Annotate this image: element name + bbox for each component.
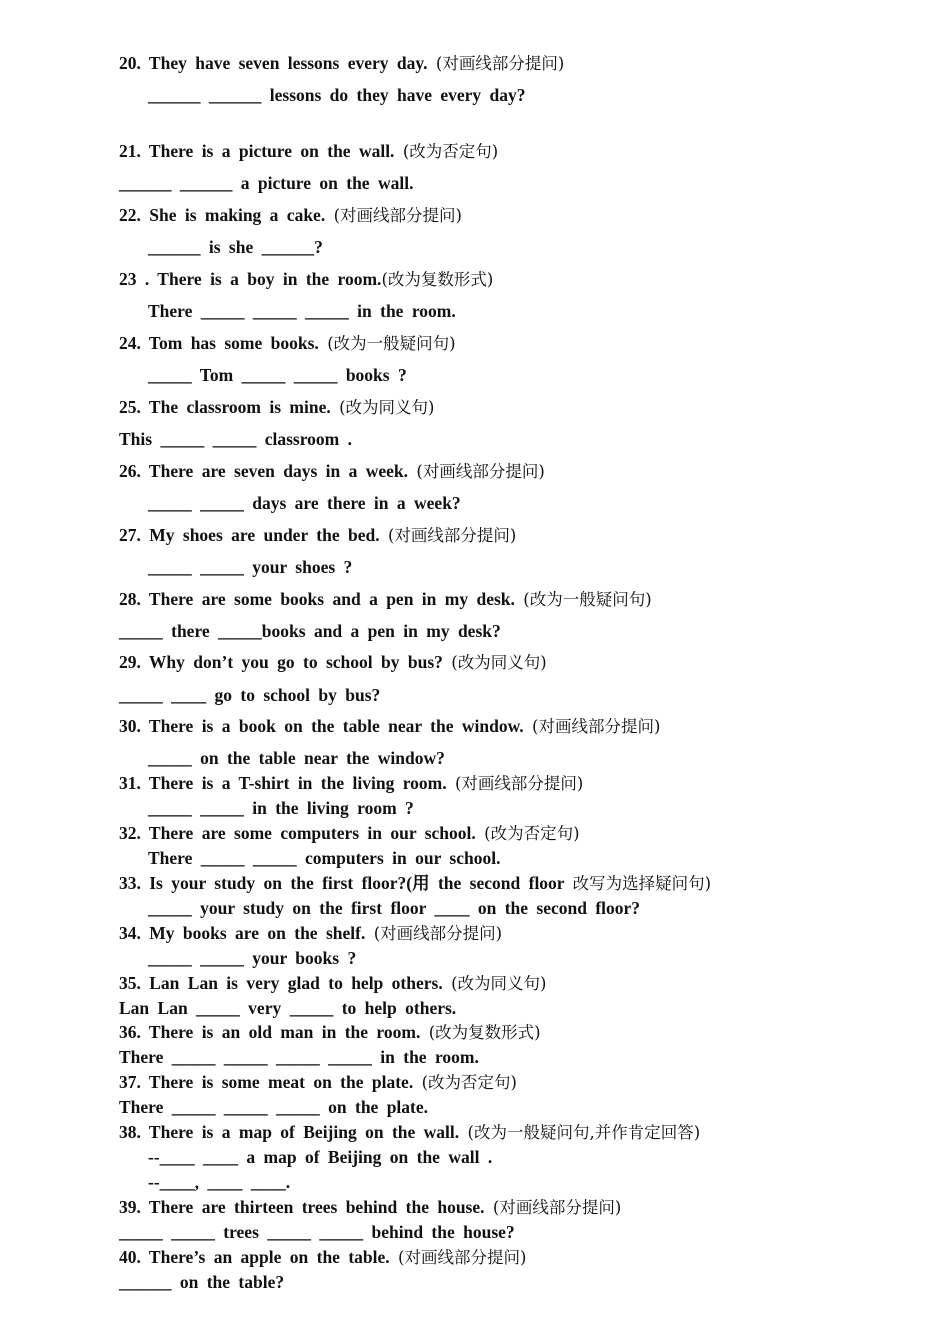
- question-36: 36. There is an old man in the room. (改为复数形式): [119, 1022, 541, 1042]
- question-24: 24. Tom has some books. (改为一般疑问句): [119, 333, 456, 353]
- answer-26: _____ _____ days are there in a week?: [148, 493, 461, 513]
- question-33: 33. Is your study on the first floor?(用 the second floor 改写为选择疑问句): [119, 873, 712, 893]
- answer-28: _____ there _____books and a pen in my desk?: [119, 621, 501, 641]
- answer-29: _____ ____ go to school by bus?: [119, 685, 381, 705]
- question-27: 27. My shoes are under the bed. (对画线部分提问): [119, 525, 517, 545]
- answer-31: _____ _____ in the living room ?: [148, 798, 414, 818]
- question-29: 29. Why don’t you go to school by bus? (改为同义句): [119, 652, 547, 672]
- answer-22: ______ is she ______?: [148, 237, 323, 257]
- answer-40: ______ on the table?: [119, 1272, 285, 1292]
- answer-25: This _____ _____ classroom .: [119, 429, 352, 449]
- question-39: 39. There are thirteen trees behind the house. (对画线部分提问): [119, 1197, 622, 1217]
- answer-30: _____ on the table near the window?: [148, 748, 445, 768]
- answer-36: There _____ _____ _____ _____ in the room.: [119, 1047, 479, 1067]
- question-38: 38. There is a map of Beijing on the wall. (改为一般疑问句,并作肯定回答): [119, 1122, 701, 1142]
- answer-39: _____ _____ trees _____ _____ behind the house?: [119, 1222, 515, 1242]
- answer-24: _____ Tom _____ _____ books ?: [148, 365, 407, 385]
- answer-20: ______ ______ lessons do they have every day?: [148, 85, 526, 105]
- question-35: 35. Lan Lan is very glad to help others. (改为同义句): [119, 973, 547, 993]
- answer-38-reply: --____, ____ ____.: [148, 1172, 291, 1192]
- question-34: 34. My books are on the shelf. (对画线部分提问): [119, 923, 503, 943]
- question-37: 37. There is some meat on the plate. (改为否定句): [119, 1072, 517, 1092]
- answer-33: _____ your study on the first floor ____ on the second floor?: [148, 898, 641, 918]
- question-40: 40. There’s an apple on the table. (对画线部分提问): [119, 1247, 527, 1267]
- question-25: 25. The classroom is mine. (改为同义句): [119, 397, 435, 417]
- question-31: 31. There is a T-shirt in the living room. (对画线部分提问): [119, 773, 584, 793]
- answer-21: ______ ______ a picture on the wall.: [119, 173, 414, 193]
- answer-34: _____ _____ your books ?: [148, 948, 357, 968]
- question-32: 32. There are some computers in our school. (改为否定句): [119, 823, 580, 843]
- question-28: 28. There are some books and a pen in my desk. (改为一般疑问句): [119, 589, 652, 609]
- question-23: 23 . There is a boy in the room.(改为复数形式): [119, 269, 494, 289]
- question-26: 26. There are seven days in a week. (对画线部分提问): [119, 461, 545, 481]
- question-20: 20. They have seven lessons every day. (对画线部分提问): [119, 53, 565, 73]
- question-30: 30. There is a book on the table near the window. (对画线部分提问): [119, 716, 661, 736]
- answer-35: Lan Lan _____ very _____ to help others.: [119, 998, 457, 1018]
- question-22: 22. She is making a cake. (对画线部分提问): [119, 205, 462, 225]
- answer-37: There _____ _____ _____ on the plate.: [119, 1097, 429, 1117]
- answer-32: There _____ _____ computers in our school.: [148, 848, 501, 868]
- answer-23: There _____ _____ _____ in the room.: [148, 301, 456, 321]
- answer-27: _____ _____ your shoes ?: [148, 557, 353, 577]
- question-21: 21. There is a picture on the wall. (改为否定句): [119, 141, 499, 161]
- answer-38: --____ ____ a map of Beijing on the wall .: [148, 1147, 493, 1167]
